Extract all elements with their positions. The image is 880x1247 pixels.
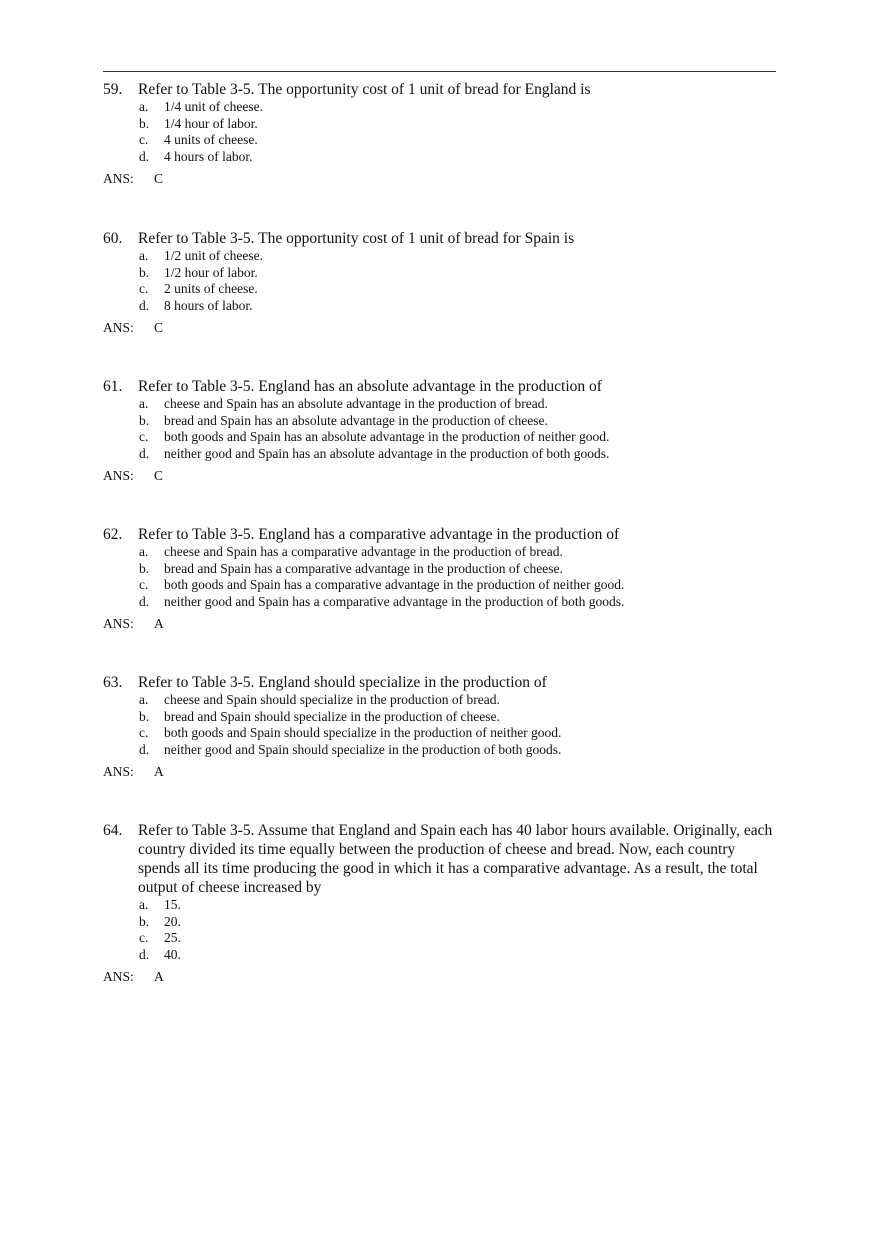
answer-value: C bbox=[154, 320, 164, 335]
option-text: cheese and Spain has an absolute advantage in the production of bread. bbox=[164, 396, 548, 411]
option-text: 1/2 unit of cheese. bbox=[164, 248, 263, 263]
option-letter: c. bbox=[139, 577, 149, 592]
option-letter: d. bbox=[139, 297, 150, 313]
option-text: bread and Spain has a comparative advantage in the production of cheese. bbox=[164, 560, 563, 576]
question-stem bbox=[103, 821, 778, 897]
option-letter: a. bbox=[139, 544, 149, 559]
option-d bbox=[103, 742, 778, 759]
option-a bbox=[103, 396, 778, 413]
answer-label: ANS: bbox=[103, 764, 134, 779]
option-d bbox=[103, 594, 778, 611]
option-letter: b. bbox=[139, 913, 150, 929]
option-d bbox=[103, 947, 778, 964]
option-text: 4 hours of labor. bbox=[164, 148, 253, 164]
option-letter: d. bbox=[139, 946, 150, 962]
question-60 bbox=[103, 229, 778, 336]
question-text: Refer to Table 3-5. England should specialize in the production of bbox=[138, 674, 547, 691]
option-text: 40. bbox=[164, 946, 181, 962]
question-stem bbox=[103, 80, 778, 99]
answer-label: ANS: bbox=[103, 320, 134, 335]
question-number: 60. bbox=[103, 230, 123, 247]
option-c bbox=[103, 281, 778, 298]
answer-label: ANS: bbox=[103, 969, 134, 984]
answer-value: A bbox=[154, 764, 164, 779]
answer-value: A bbox=[154, 969, 164, 984]
option-text: neither good and Spain should specialize in the production of both goods. bbox=[164, 741, 562, 757]
option-letter: c. bbox=[139, 281, 149, 296]
option-c bbox=[103, 725, 778, 742]
option-letter: b. bbox=[139, 264, 150, 280]
option-text: 1/4 hour of labor. bbox=[164, 115, 258, 131]
option-letter: d. bbox=[139, 741, 150, 757]
option-letter: a. bbox=[139, 248, 149, 263]
option-b bbox=[103, 265, 778, 282]
option-c bbox=[103, 577, 778, 594]
question-text: Refer to Table 3-5. The opportunity cost of 1 unit of bread for England is bbox=[138, 81, 591, 98]
option-letter: b. bbox=[139, 115, 150, 131]
answer-line bbox=[103, 171, 778, 187]
option-letter: a. bbox=[139, 99, 149, 114]
answer-value: C bbox=[154, 171, 164, 186]
option-c bbox=[103, 429, 778, 446]
option-text: cheese and Spain has a comparative advantage in the production of bread. bbox=[164, 544, 563, 559]
option-b bbox=[103, 116, 778, 133]
option-text: both goods and Spain has a comparative advantage in the production of neither good. bbox=[164, 577, 625, 592]
option-text: both goods and Spain has an absolute advantage in the production of neither good. bbox=[164, 429, 610, 444]
option-text: 1/2 hour of labor. bbox=[164, 264, 258, 280]
option-a bbox=[103, 99, 778, 116]
option-letter: d. bbox=[139, 148, 150, 164]
question-number: 64. bbox=[103, 822, 123, 839]
answer-label: ANS: bbox=[103, 616, 134, 631]
option-letter: a. bbox=[139, 897, 149, 912]
top-rule bbox=[103, 71, 776, 72]
option-letter: b. bbox=[139, 708, 150, 724]
option-text: neither good and Spain has an absolute advantage in the production of both goods. bbox=[164, 445, 610, 461]
option-text: bread and Spain has an absolute advantage in the production of cheese. bbox=[164, 412, 548, 428]
option-list bbox=[103, 544, 778, 610]
question-61 bbox=[103, 377, 778, 484]
option-text: 2 units of cheese. bbox=[164, 281, 258, 296]
option-letter: c. bbox=[139, 132, 149, 147]
option-letter: d. bbox=[139, 593, 150, 609]
option-letter: d. bbox=[139, 445, 150, 461]
option-a bbox=[103, 692, 778, 709]
question-number: 63. bbox=[103, 674, 123, 691]
option-b bbox=[103, 914, 778, 931]
option-letter: c. bbox=[139, 930, 149, 945]
option-text: 20. bbox=[164, 913, 181, 929]
question-59 bbox=[103, 80, 778, 187]
answer-line bbox=[103, 764, 778, 780]
option-a bbox=[103, 544, 778, 561]
answer-line bbox=[103, 468, 778, 484]
question-64 bbox=[103, 821, 778, 985]
option-b bbox=[103, 413, 778, 430]
option-text: 1/4 unit of cheese. bbox=[164, 99, 263, 114]
question-text: Refer to Table 3-5. Assume that England and Spain each has 40 labor hours available. Originally, each country divided its time equally between the production of cheese and bread. Now, each country spends all its time producing the good in which it has a comparative advantage. As a result, the total output of cheese increased by bbox=[138, 822, 773, 896]
option-b bbox=[103, 709, 778, 726]
option-letter: c. bbox=[139, 725, 149, 740]
option-text: 4 units of cheese. bbox=[164, 132, 258, 147]
option-letter: a. bbox=[139, 692, 149, 707]
option-list bbox=[103, 897, 778, 963]
answer-line bbox=[103, 320, 778, 336]
question-text: Refer to Table 3-5. The opportunity cost of 1 unit of bread for Spain is bbox=[138, 230, 575, 247]
answer-value: A bbox=[154, 616, 164, 631]
option-list bbox=[103, 248, 778, 314]
answer-line bbox=[103, 616, 778, 632]
question-stem bbox=[103, 377, 778, 396]
option-text: cheese and Spain should specialize in the production of bread. bbox=[164, 692, 500, 707]
option-list bbox=[103, 396, 778, 462]
option-letter: c. bbox=[139, 429, 149, 444]
question-number: 59. bbox=[103, 81, 123, 98]
option-d bbox=[103, 446, 778, 463]
option-letter: a. bbox=[139, 396, 149, 411]
option-d bbox=[103, 149, 778, 166]
answer-line bbox=[103, 969, 778, 985]
option-list bbox=[103, 692, 778, 758]
option-text: 15. bbox=[164, 897, 181, 912]
option-d bbox=[103, 298, 778, 315]
option-letter: b. bbox=[139, 412, 150, 428]
option-text: both goods and Spain should specialize in the production of neither good. bbox=[164, 725, 562, 740]
option-text: neither good and Spain has a comparative advantage in the production of both goods. bbox=[164, 593, 625, 609]
option-a bbox=[103, 248, 778, 265]
option-text: bread and Spain should specialize in the production of cheese. bbox=[164, 708, 500, 724]
option-text: 8 hours of labor. bbox=[164, 297, 253, 313]
option-b bbox=[103, 561, 778, 578]
question-text: Refer to Table 3-5. England has an absolute advantage in the production of bbox=[138, 378, 602, 395]
option-letter: b. bbox=[139, 560, 150, 576]
question-number: 62. bbox=[103, 526, 123, 543]
question-number: 61. bbox=[103, 378, 123, 395]
answer-label: ANS: bbox=[103, 468, 134, 483]
option-text: 25. bbox=[164, 930, 181, 945]
option-c bbox=[103, 930, 778, 947]
question-stem bbox=[103, 525, 778, 544]
question-stem bbox=[103, 229, 778, 248]
option-a bbox=[103, 897, 778, 914]
question-stem bbox=[103, 673, 778, 692]
question-62 bbox=[103, 525, 778, 632]
question-63 bbox=[103, 673, 778, 780]
answer-label: ANS: bbox=[103, 171, 134, 186]
option-list bbox=[103, 99, 778, 165]
question-text: Refer to Table 3-5. England has a comparative advantage in the production of bbox=[138, 526, 620, 543]
answer-value: C bbox=[154, 468, 164, 483]
option-c bbox=[103, 132, 778, 149]
